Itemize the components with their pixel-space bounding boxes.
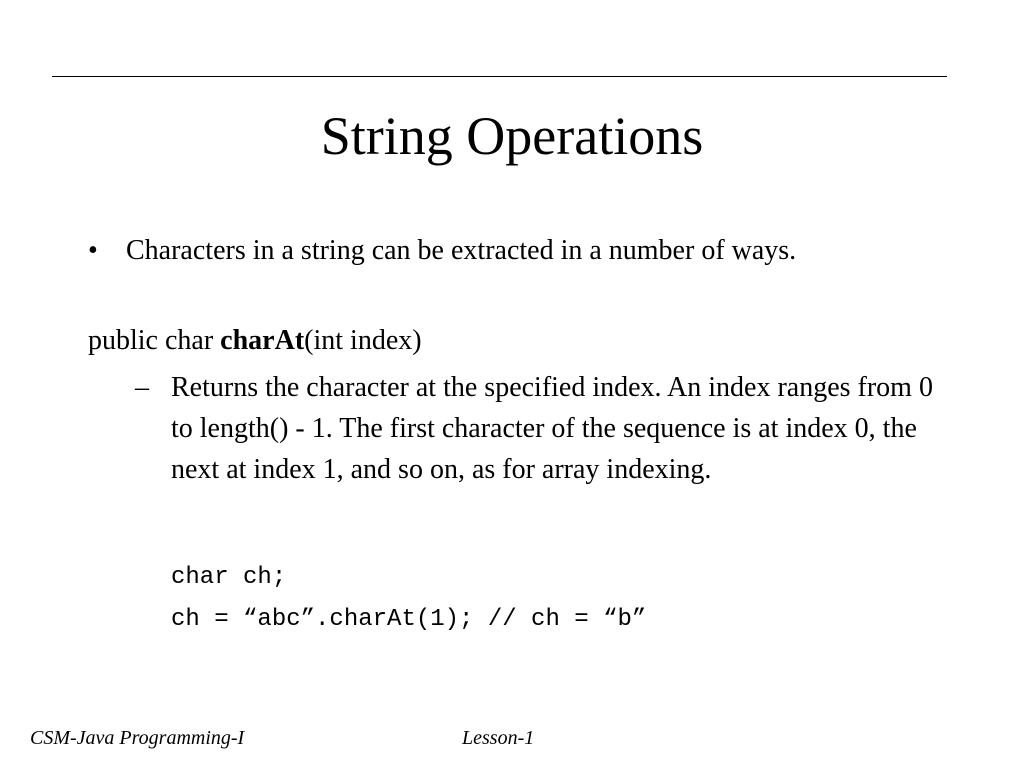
footer-lesson: Lesson-1 — [462, 727, 535, 749]
method-signature — [88, 320, 422, 362]
header-divider — [52, 76, 947, 77]
sub-bullet-item — [135, 367, 935, 490]
signature-prefix: public char — [88, 325, 221, 356]
slide-title: String Operations — [320, 106, 704, 166]
sub-bullet-text: Returns the character at the specified index. An index ranges from 0 to length() - 1. The first character of the sequence is at index 0, the next at index 1, and so on, as for array indexing. — [171, 372, 933, 485]
bullet-marker: • — [88, 235, 98, 266]
signature-method-name: charAt — [220, 325, 305, 356]
bullet-item — [88, 230, 878, 272]
dash-marker: – — [135, 372, 149, 403]
signature-suffix: (int index) — [304, 325, 422, 356]
code-line: ch = “abc”.charAt(1); // ch = “b” — [171, 606, 647, 633]
footer-course-name: CSM-Java Programming-I — [30, 727, 245, 749]
bullet-text: Characters in a string can be extracted in a number of ways. — [126, 235, 797, 266]
code-line: char ch; — [171, 564, 287, 591]
